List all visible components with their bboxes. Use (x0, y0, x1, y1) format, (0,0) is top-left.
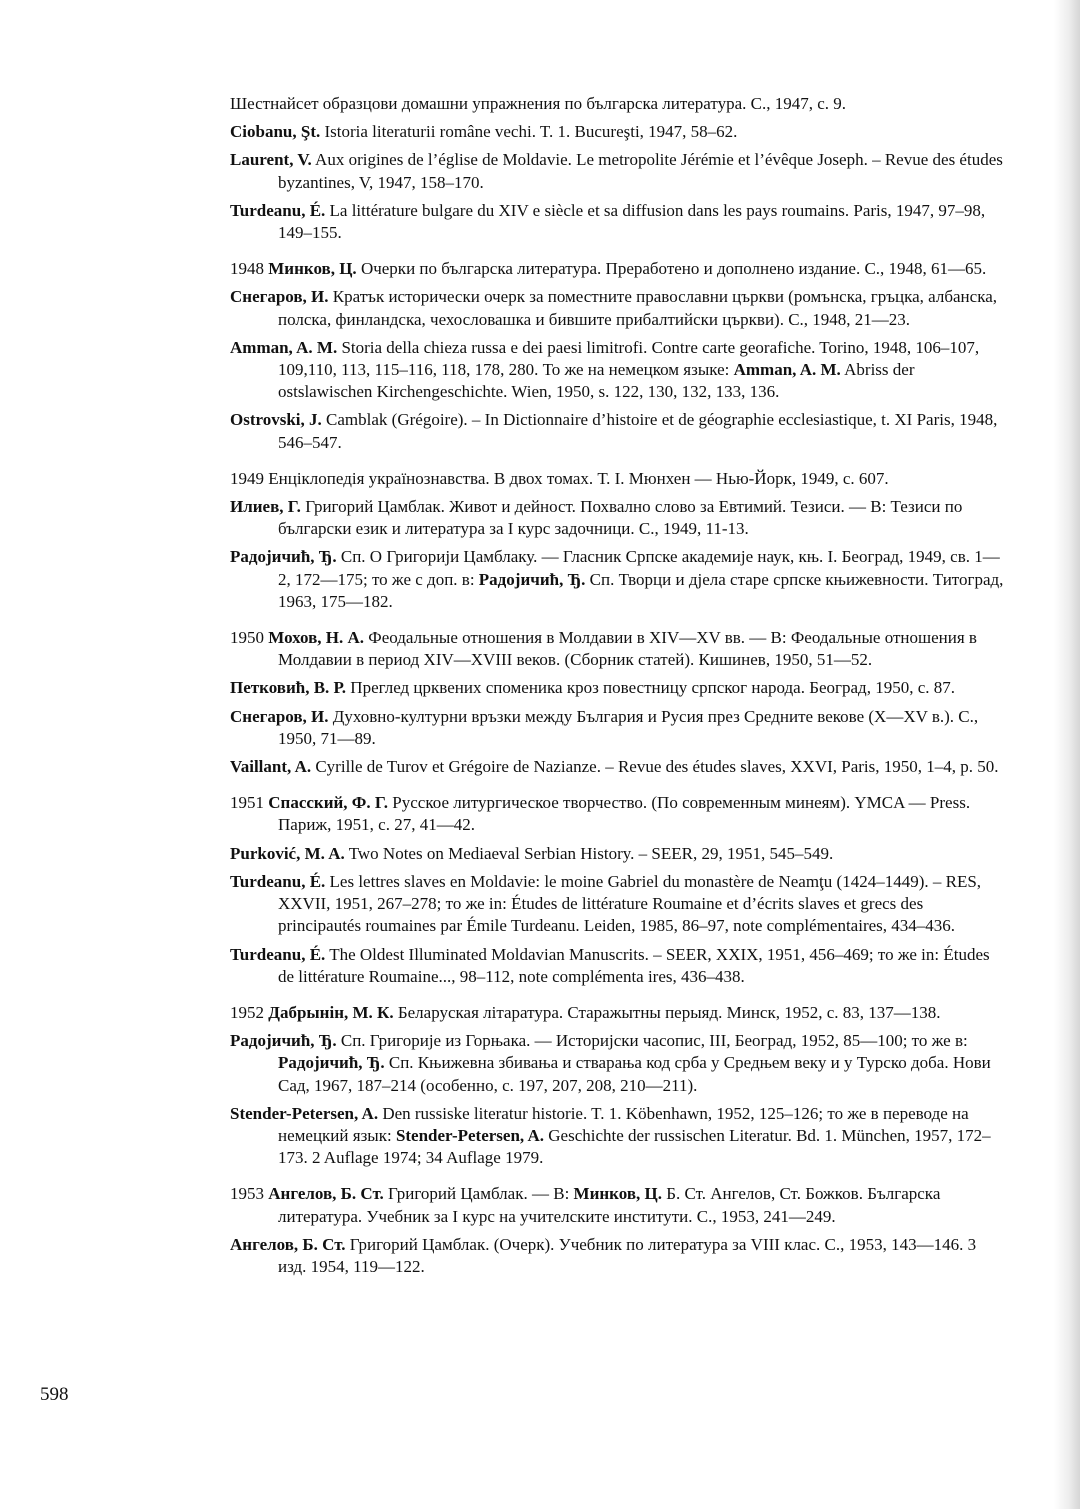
bibliography-entry (230, 706, 1006, 750)
entry-text-secondary: Geschichte der russischen Literatur. Bd. 1. München, 1957, 172–173. 2 Auflage 1974; 34 Auflage 1979. (278, 1125, 991, 1168)
bibliography-entry (230, 756, 1006, 778)
bibliography-entry (230, 843, 1006, 865)
entry-text: Григорий Цамблак. Живот и дейност. Похвално слово за Евтимий. Тезиси. — В: Тезиси по български език и литература за I курс задочници. С., 1949, 11-13. (278, 497, 963, 539)
entry-author-secondary: Минков, Ц. (573, 1184, 662, 1204)
entry-text: Феодальные отношения в Молдавии в XIV—XV вв. — В: Феодальные отношения в Молдавии в период XIV—XVIII веков. (Сборник статей). Кишинев, 1950, 51—52. (278, 628, 977, 670)
entry-year: 1948 (230, 259, 269, 279)
entry-author: Мохов, Н. А. (268, 628, 365, 648)
bibliography-entry (230, 627, 1006, 671)
entry-author-secondary: Радојичић, Ђ. (478, 569, 586, 589)
entry-text: Den russiske literatur historie. T. 1. Köbenhawn, 1952, 125–126; то же в переводе на немецкий язык: (278, 1103, 969, 1145)
entry-text: Two Notes on Mediaeval Serbian History. – SEER, 29, 1951, 545–549. (344, 843, 834, 863)
page-edge-shadow (1054, 0, 1080, 1509)
entry-author: Дабрынін, М. К. (268, 1002, 394, 1022)
entry-year: 1952 (230, 1002, 269, 1022)
bibliography-entry (230, 409, 1006, 453)
entry-text-secondary: Abriss der ostslawischen Kirchengeschichte. Wien, 1950, s. 122, 130, 132, 133, 136. (278, 360, 915, 402)
entry-author: Stender-Petersen, A. (230, 1103, 379, 1123)
entry-text: La littérature bulgare du XIV e siècle et sa diffusion dans les pays roumains. Paris, 1947, 97–98, 149–155. (278, 200, 986, 243)
entry-author: Turdeanu, É. (230, 944, 326, 964)
bibliography-entry (230, 121, 1006, 143)
entry-author-secondary: Stender-Petersen, A. (395, 1125, 545, 1145)
bibliography-entry (230, 93, 1006, 115)
bibliography-entry (230, 944, 1006, 988)
entry-author: Laurent, V. (230, 150, 312, 170)
entry-author: Илиев, Г. (230, 497, 301, 517)
entry-author-secondary: Amman, A. M. (733, 360, 841, 380)
entry-author: Turdeanu, É. (230, 871, 326, 891)
entry-author: Vaillant, A. (230, 757, 312, 777)
entry-year: 1953 (230, 1184, 269, 1204)
entry-year: 1950 (230, 628, 269, 648)
entry-text: Aux origines de l’église de Moldavie. Le metropolite Jérémie et l’évêque Joseph. – Revue des études byzantines, V, 1947, 158–170. (278, 150, 1003, 192)
entry-author: Amman, A. M. (230, 337, 338, 357)
page-number: 598 (40, 1384, 69, 1405)
entry-author: Ciobanu, Şt. (230, 122, 321, 142)
bibliography-entry (230, 1030, 1006, 1097)
bibliography-entry (230, 1234, 1006, 1278)
bibliography-entry (230, 149, 1006, 193)
entry-text: The Oldest Illuminated Moldavian Manuscrits. – SEER, XXIX, 1951, 456–469; то же in: Études de littérature Roumaine..., 98–112, note complémenta ires, 436–438. (278, 944, 990, 986)
entry-author: Ostrovski, J. (230, 410, 322, 430)
bibliography-entry (230, 871, 1006, 938)
entry-text: Les lettres slaves en Moldavie: le moine Gabriel du monastère de Neamţu (1424–1449). – RES, XXVII, 1951, 267–278; то же in: Études de littérature Roumaine et d’écrits slaves et grecs des principautés roumaines par Émile Turdeanu. Leiden, 1985, 86–97, note complémentaires, 434–436. (278, 871, 982, 936)
entry-text: Сп. О Григорији Цамблаку. — Гласник Српске академије наук, књ. I. Београд, 1949, св. 1—2, 172—175; то же с доп. в: (278, 547, 1000, 589)
entry-text: Cyrille de Turov et Grégoire de Nazianze. – Revue des études slaves, XXVI, Paris, 1950, 1–4, p. 50. (311, 757, 999, 777)
bibliography-entry (230, 1002, 1006, 1024)
bibliography-entry (230, 677, 1006, 699)
bibliography-entry (230, 286, 1006, 330)
entry-author: Снегаров, И. (230, 706, 329, 726)
bibliography-list (230, 93, 1006, 1284)
entry-text: Istoria literaturii române vechi. T. 1. Bucureşti, 1947, 58–62. (320, 122, 738, 142)
entry-text: Беларуская літаратура. Старажытны перыяд. Минск, 1952, с. 83, 137—138. (393, 1002, 941, 1022)
bibliography-entry (230, 468, 1006, 490)
entry-author: Ангелов, Б. Ст. (268, 1184, 384, 1204)
entry-text: Очерки по българска литература. Преработено и дополнено издание. С., 1948, 61—65. (356, 259, 987, 279)
entry-author: Purković, M. A. (230, 843, 345, 863)
bibliography-entry (230, 1183, 1006, 1227)
entry-text: Григорий Цамблак. — В: (383, 1184, 574, 1204)
entry-text-secondary: Сп. Књижевна збивања и стварања код срба у Средњем веку и у Турско доба. Нови Сад, 1967, 187–214 (особенно, с. 197, 207, 208, 210—211). (278, 1053, 991, 1095)
entry-author: Радојичић, Ђ. (230, 1031, 337, 1051)
entry-author: Спасский, Ф. Г. (268, 793, 389, 813)
entry-text: Духовно-културни връзки между България и Русия през Средните векове (X—XV в.). С., 1950, 71—89. (278, 706, 979, 748)
entry-text: Сп. Григорије из Горњака. — Историјски часопис, III, Београд, 1952, 85—100; то же в: (336, 1031, 968, 1051)
bibliography-entry (230, 258, 1006, 280)
entry-author: Turdeanu, É. (230, 200, 326, 220)
bibliography-entry (230, 496, 1006, 540)
bibliography-entry (230, 200, 1006, 244)
entry-text: Енціклопедія українознавства. В двох томах. Т. I. Мюнхен — Нью-Йорк, 1949, с. 607. (268, 468, 889, 488)
entry-text: Camblak (Grégoire). – In Dictionnaire d’histoire et de géographie ecclesiastique, t. XI Paris, 1948, 546–547. (278, 410, 998, 452)
bibliography-entry (230, 1103, 1006, 1170)
entry-text: Григорий Цамблак. (Очерк). Учебник по литература за VIII клас. С., 1953, 143—146. 3 изд. 1954, 119—122. (278, 1234, 977, 1276)
bibliography-entry (230, 546, 1006, 613)
entry-author-secondary: Радојичић, Ђ. (278, 1053, 385, 1073)
entry-author: Минков, Ц. (268, 259, 357, 279)
bibliography-entry (230, 792, 1006, 836)
entry-author: Снегаров, И. (230, 287, 329, 307)
entry-author: Ангелов, Б. Ст. (230, 1234, 346, 1254)
entry-author: Петковић, В. Р. (230, 678, 347, 698)
entry-text: Русское литургическое творчество. (По современным минеям). YMCA — Press. Париж, 1951, с. 27, 41—42. (278, 793, 971, 835)
bibliography-entry (230, 337, 1006, 404)
entry-text-secondary: Б. Ст. Ангелов, Ст. Божков. Българска литература. Учебник за I курс на учителските институти. С., 1953, 241—249. (278, 1184, 941, 1226)
entry-text: Шестнайсет образцови домашни упражнения по българска литература. С., 1947, с. 9. (230, 94, 847, 113)
entry-text: Кратък исторически очерк за поместните православни църкви (ромънска, гръцка, албанска, полска, финландска, чехословашка и бившите прибалтийски църкви). С., 1948, 21—23. (278, 287, 997, 329)
entry-text: Преглед црквених споменика кроз повестницу српског народа. Београд, 1950, с. 87. (346, 678, 955, 698)
entry-text: Storia della chieza russa e dei paesi limitrofi. Contre carte georafiche. Torino, 1948, 106–107, 109,110, 113, 115–116, 118, 178, 280. То же на немецком языке: (278, 337, 980, 380)
entry-year: 1951 (230, 793, 269, 813)
entry-author: Радојичић, Ђ. (230, 547, 337, 567)
entry-year: 1949 (230, 468, 269, 488)
entry-text-secondary: Сп. Творци и дјела старе српске књижевности. Титоград, 1963, 175—182. (278, 569, 1004, 611)
